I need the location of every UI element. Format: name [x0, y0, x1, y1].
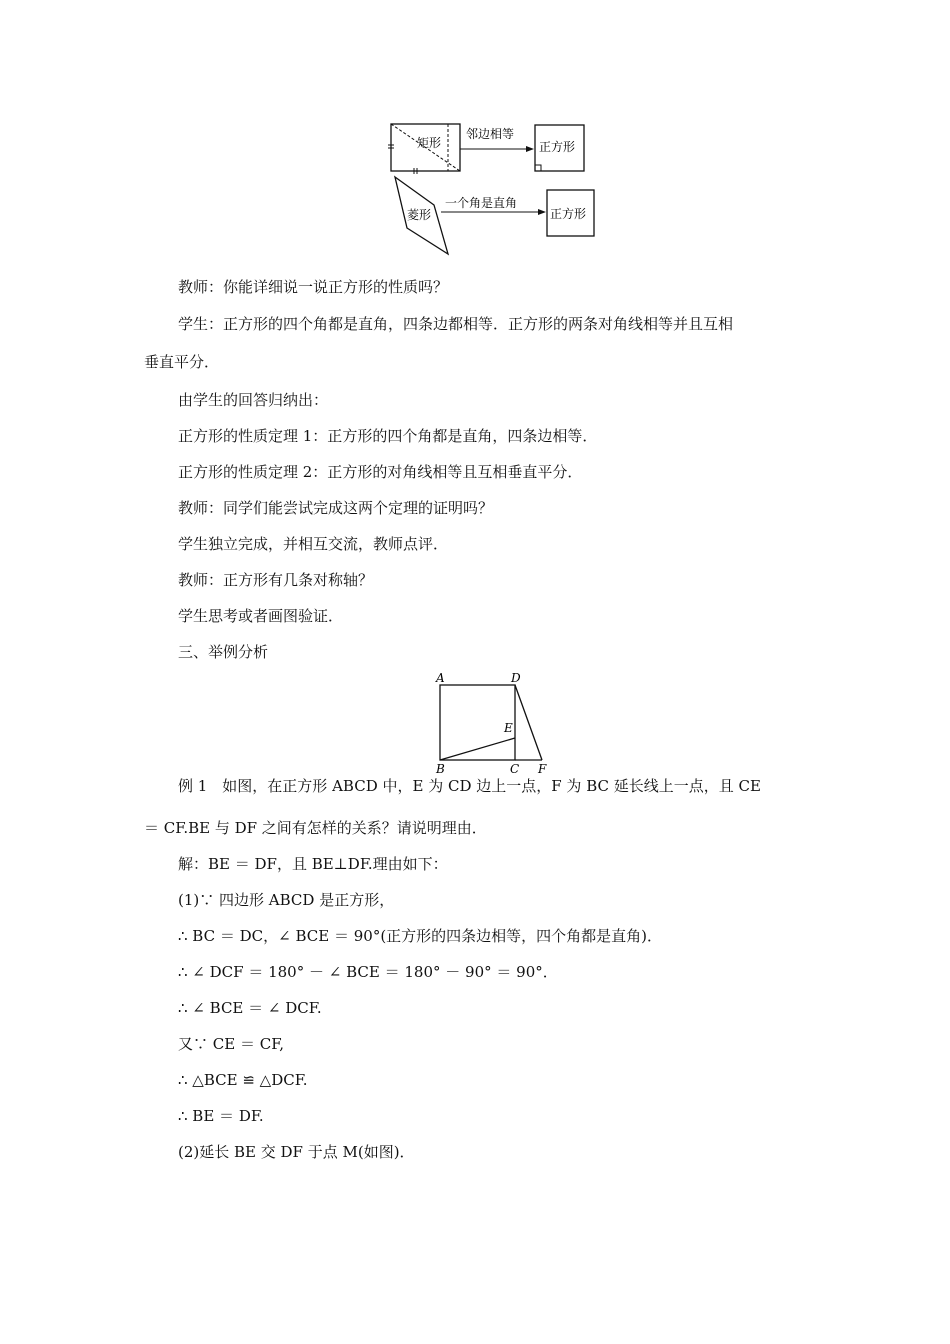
- arrow-2-label: 一个角是直角: [445, 196, 518, 210]
- text-line: 教师：同学们能尝试完成这两个定理的证明吗？: [178, 499, 494, 517]
- text-line: 正方形的性质定理 2：正方形的对角线相等且互相垂直平分．: [178, 463, 583, 481]
- point-label-d: D: [511, 671, 521, 685]
- text-line: 学生思考或者画图验证．: [178, 607, 344, 625]
- text-line: ∴ ∠ DCF ＝ 180° － ∠ BCE ＝ 180° － 90° ＝ 90°．: [178, 963, 558, 981]
- section-heading: 三、举例分析: [178, 643, 269, 661]
- right-angle-mark: [535, 165, 541, 171]
- text-line: (1)∵ 四边形 ABCD 是正方形，: [178, 891, 395, 909]
- arrowhead-2: [538, 209, 546, 215]
- square-abcd-figure: [430, 668, 560, 778]
- segment-df: [515, 685, 542, 760]
- text-line: 由学生的回答归纳出：: [178, 391, 329, 409]
- segment-be: [440, 738, 515, 760]
- point-label-c: C: [510, 762, 520, 776]
- text-line: 例 1 如图，在正方形 ABCD 中，E 为 CD 边上一点，F 为 BC 延长线上一点，且 CE: [178, 777, 761, 795]
- text-line: (2)延长 BE 交 DF 于点 M(如图)．: [178, 1143, 415, 1161]
- arrow-1-label: 邻边相等: [466, 127, 515, 141]
- text-line: 解：BE ＝ DF，且 BE⊥DF.理由如下：: [178, 855, 448, 873]
- rhombus-label: 菱形: [407, 208, 432, 222]
- point-label-e: E: [504, 721, 513, 735]
- point-label-f: F: [538, 762, 547, 776]
- text-line: ∴ BC ＝ DC，∠ BCE ＝ 90°(正方形的四条边相等，四个角都是直角)．: [178, 927, 663, 945]
- text-line: ＝ CF.BE 与 DF 之间有怎样的关系？请说明理由．: [144, 819, 487, 837]
- text-line: ∴ △BCE ≌ △DCF.: [178, 1071, 308, 1089]
- point-label-b: B: [436, 762, 445, 776]
- text-line: ∴ BE ＝ DF.: [178, 1107, 264, 1125]
- text-line: 正方形的性质定理 1：正方形的四个角都是直角，四条边相等．: [178, 427, 598, 445]
- text-line: 又∵ CE ＝ CF,: [178, 1035, 285, 1053]
- rectangle-label: 矩形: [417, 136, 442, 150]
- square-label-1: 正方形: [539, 140, 576, 154]
- text-line: 学生：正方形的四个角都是直角，四条边都相等．正方形的两条对角线相等并且互相: [178, 315, 734, 333]
- square-label-2: 正方形: [550, 207, 587, 221]
- text-line: 学生独立完成，并相互交流，教师点评．: [178, 535, 449, 553]
- text-line: 教师：你能详细说一说正方形的性质吗？: [178, 278, 449, 296]
- text-line: 垂直平分．: [144, 353, 220, 371]
- quadrilateral-transform-figure: [380, 118, 600, 258]
- text-line: ∴ ∠ BCE ＝ ∠ DCF.: [178, 999, 322, 1017]
- arrowhead-1: [526, 146, 534, 152]
- text-line: 教师：正方形有几条对称轴？: [178, 571, 374, 589]
- point-label-a: A: [436, 671, 445, 685]
